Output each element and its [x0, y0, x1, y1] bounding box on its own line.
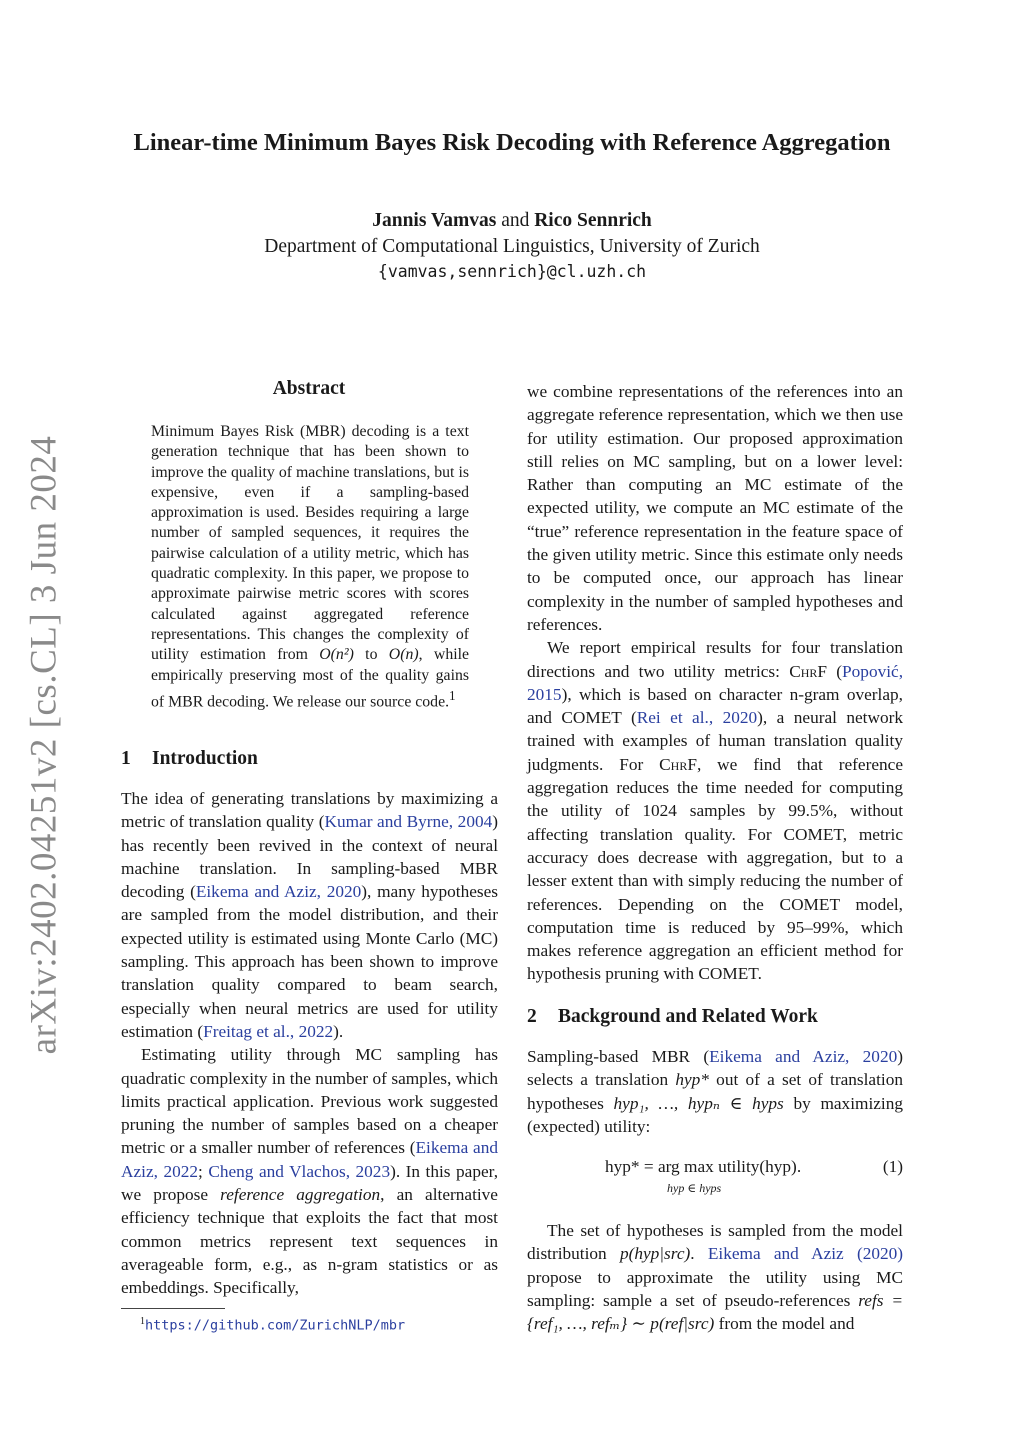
paper-title: Linear-time Minimum Bayes Risk Decoding with Reference Aggregation: [133, 129, 891, 156]
author-second: Rico Sennrich: [534, 210, 652, 231]
text-run: , we find that reference aggregation reduces the time needed for computing the utility of 1024 samples by 99.5%, without affecting translation quality. For COMET, metric accuracy does decrease with aggregation, but to a lesser extent than with simply reducing the number of references. Depending on the COMET model, computation time is reduced by 95–99%, which makes reference aggregation an efficient method for hypothesis pruning with COMET.: [527, 754, 903, 984]
emphasis: reference aggregation: [220, 1185, 381, 1205]
text-run: The set of hypotheses is sampled from the model distribution: [527, 1221, 903, 1264]
citation-link[interactable]: Eikema and Aziz, 2020: [195, 882, 362, 902]
complexity-quadratic: O(n²): [319, 646, 354, 664]
left-column-intro: [121, 787, 498, 1300]
citation-link[interactable]: Freitag et al., 2022: [203, 1021, 334, 1041]
footnote-marker[interactable]: 1: [449, 687, 456, 703]
equation-subscript: hyp ∈ hyps: [667, 1181, 722, 1195]
intro-paragraph-4: [527, 636, 903, 985]
text-run: ), a neural network trained with examples of human translation quality judgments. For: [527, 708, 903, 774]
section-title: Introduction: [152, 748, 258, 769]
math-expression: p(hyp|src): [619, 1244, 691, 1264]
text-run: by maximizing (expected) utility:: [527, 1093, 903, 1136]
text-run: ).: [333, 1021, 344, 1041]
text-run: propose to approximate the utility using MC sampling: sample a set of pseudo-references: [527, 1267, 903, 1310]
math-expression: hyp₁, …, hypₙ ∈ hyps: [613, 1093, 784, 1113]
citation-link[interactable]: Rei et al., 2020: [636, 708, 758, 728]
abstract-part: , while empirically preserving most of the quality gains of MBR decoding. We release our source code.: [151, 646, 470, 711]
equation-1: [527, 1157, 903, 1203]
background-paragraph-2-block: [527, 1219, 903, 1335]
footnote-divider: [121, 1308, 225, 1309]
abstract-heading: Abstract: [272, 378, 346, 399]
section-title: Background and Related Work: [558, 1006, 818, 1027]
text-run: The idea of generating translations by maximizing a metric of translation quality (: [121, 789, 498, 832]
text-run: Sampling-based MBR (: [527, 1047, 710, 1066]
citation-link[interactable]: Popović, 2015: [527, 661, 904, 704]
text-run: out of a set of translation hypotheses: [527, 1070, 903, 1113]
affiliation: Department of Computational Linguistics, University of Zurich: [264, 236, 760, 257]
text-run: ) selects a translation: [527, 1047, 903, 1090]
right-column-intro: [527, 380, 903, 986]
footnote: [140, 1316, 405, 1334]
metric-name: ChrF: [659, 754, 697, 774]
background-paragraph-1: [527, 1045, 903, 1138]
text-run: ), which is based on character n-gram overlap, and COMET (: [527, 684, 903, 728]
authors: [0, 210, 1024, 232]
background-paragraph-2: [527, 1219, 903, 1335]
text-run: ) has recently been revived in the context of neural machine translation. In sampling-based MBR decoding (: [121, 812, 499, 902]
abstract-part: Minimum Bayes Risk (MBR) decoding is a text generation technique that has been shown to improve the quality of machine translations, but is expensive, even if a sampling-based approximation is used. Besides requiring a large number of sampled sequences, it requires the pairwise calculation of a utility metric, which has quadratic complexity. In this paper, we propose to approximate pairwise metric scores with scores calculated against aggregated reference representations. This changes the complexity of utility estimation from: [151, 423, 469, 664]
equation-body: hyp* = arg max utility(hyp).: [605, 1157, 802, 1176]
author-connector: and: [501, 210, 530, 231]
section-number: 1: [121, 748, 131, 769]
metric-name: ChrF: [789, 661, 828, 681]
citation-link[interactable]: Eikema and Aziz (2020): [707, 1244, 904, 1264]
text-run: from the model and: [714, 1314, 855, 1334]
text-run: , an alternative efficiency technique that exploits the fact that most common metrics represent text sequences in averageable form, e.g., as n-gram statistics or as embeddings. Specifically,: [121, 1185, 498, 1298]
footnote-number: 1: [140, 1316, 145, 1327]
text-run: Estimating utility through MC sampling has quadratic complexity in the number of samples, which limits practical application. Previous work suggested pruning the number of samples based on a cheaper metric or a smaller number of references (: [121, 1045, 498, 1158]
abstract-text: [151, 422, 469, 712]
background-paragraph-1-block: [527, 1045, 903, 1138]
math-symbol: hyp*: [675, 1070, 709, 1090]
citation-link[interactable]: Eikema and Aziz, 2022: [121, 1138, 498, 1181]
author-first: Jannis Vamvas: [372, 210, 497, 231]
citation-link[interactable]: Kumar and Byrne, 2004: [324, 812, 493, 832]
math-expression: refs = {ref₁, …, refₘ} ∼ p(ref|src): [527, 1290, 903, 1334]
text-run: .: [690, 1244, 708, 1264]
section-1-heading: [121, 748, 498, 770]
intro-paragraph-3: we combine representations of the references into an aggregate reference representation, which we then use for utility estimation. Our proposed approximation still relies on MC sampling, but on a lower level: Rather than computing an MC estimate of the expected utility, we compute an MC estimate of the “true” reference representation in the feature space of the given utility metric. Since this estimate only needs to be computed once, our approach has linear complexity in the number of sampled hypotheses and references.: [527, 382, 903, 634]
complexity-linear: O(n): [388, 646, 419, 664]
text-run: ), many hypotheses are sampled from the model distribution, and their expected utility is estimated using Monte Carlo (MC) sampling. This approach has been shown to improve translation quality compared to beam search, especially when neural metrics are used for utility estimation (: [121, 882, 499, 1041]
section-2-heading: [527, 1006, 903, 1028]
intro-paragraph-1: [121, 787, 498, 1043]
text-run: We report empirical results for four translation directions and two utility metrics:: [527, 638, 903, 681]
text-run: ;: [198, 1161, 209, 1181]
text-run: ). In this paper, we propose: [121, 1161, 499, 1205]
text-run: (: [827, 661, 843, 681]
equation-number: (1): [882, 1157, 903, 1176]
arxiv-identifier: arXiv:2402.04251v2 [cs.CL] 3 Jun 2024: [23, 435, 65, 1055]
footnote-url-link[interactable]: https://github.com/ZurichNLP/mbr: [145, 1317, 406, 1334]
intro-paragraph-2: [121, 1043, 498, 1299]
abstract-part: to: [353, 646, 389, 664]
citation-link[interactable]: Cheng and Vlachos, 2023: [208, 1161, 391, 1181]
citation-link[interactable]: Eikema and Aziz, 2020: [709, 1047, 898, 1066]
author-email: {vamvas,sennrich}@cl.uzh.ch: [377, 262, 647, 281]
section-number: 2: [527, 1006, 537, 1027]
